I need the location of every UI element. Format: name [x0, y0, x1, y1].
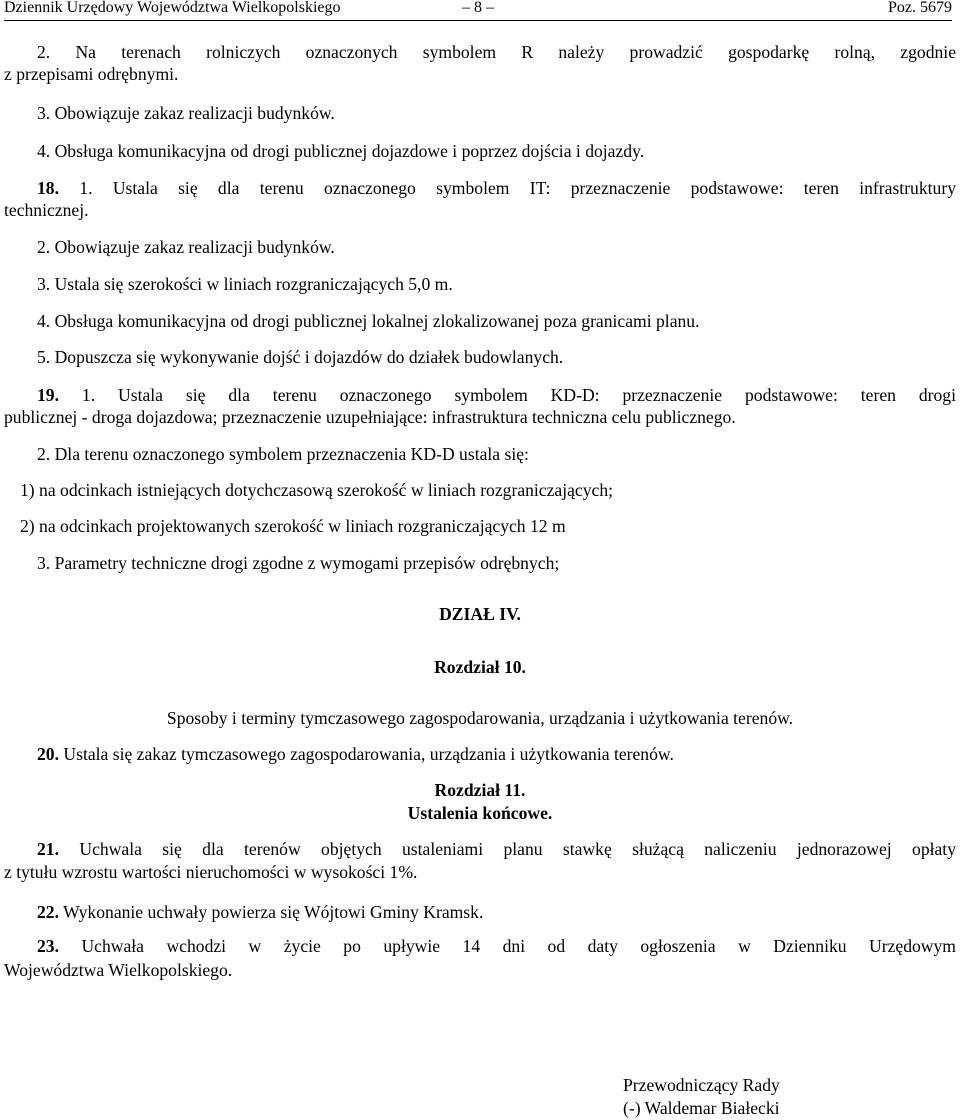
- section-19-line2: publicznej - droga dojazdowa; przeznaczenie uzupełniające: infrastruktura techniczna celu publicznego.: [4, 407, 736, 427]
- chapter-11-subtitle: Ustalenia końcowe.: [407, 803, 553, 823]
- section-18-line1: 18. 1. Ustala się dla terenu oznaczonego symbolem IT: przeznaczenie podstawowe: teren infrastruktury: [37, 178, 956, 198]
- page-header: [4, 0, 952, 21]
- page-number: – 8 –: [462, 0, 494, 16]
- section-18-line2: technicznej.: [4, 200, 89, 220]
- section-19-line1: 19. 1. Ustala się dla terenu oznaczonego symbolem KD-D: przeznaczenie podstawowe: teren drogi: [37, 385, 956, 405]
- signature-role: Przewodniczący Rady: [623, 1075, 780, 1095]
- section-19-number: 19.: [37, 385, 59, 405]
- section-22-number: 22.: [37, 902, 59, 922]
- section-19-item2: 2) na odcinkach projektowanych szerokość w liniach rozgraniczających 12 m: [20, 516, 566, 536]
- signature-name: (-) Waldemar Białecki: [623, 1098, 780, 1118]
- section-18-p3: 3. Ustala się szerokości w liniach rozgraniczających 5,0 m.: [37, 274, 453, 294]
- section-19-p2: 2. Dla terenu oznaczonego symbolem przeznaczenia KD-D ustala się:: [37, 444, 529, 464]
- section-19-p3: 3. Parametry techniczne drogi zgodne z wymogami przepisów odrębnych;: [37, 553, 560, 573]
- section-21-number: 21.: [37, 839, 59, 859]
- paragraph-17-3: 3. Obowiązuje zakaz realizacji budynków.: [37, 103, 335, 123]
- paragraph-17-2-line2: z przepisami odrębnymi.: [4, 64, 179, 84]
- section-23-number: 23.: [37, 936, 59, 956]
- section-22: 22. Wykonanie uchwały powierza się Wójtowi Gminy Kramsk.: [37, 902, 484, 922]
- paragraph-17-4: 4. Obsługa komunikacyjna od drogi publicznej dojazdowe i poprzez dojścia i dojazdy.: [37, 141, 645, 161]
- section-19-item1: 1) na odcinkach istniejących dotychczasową szerokość w liniach rozgraniczających;: [20, 480, 614, 500]
- section-18-p5: 5. Dopuszcza się wykonywanie dojść i dojazdów do działek budowlanych.: [37, 347, 564, 367]
- section-18-p4: 4. Obsługa komunikacyjna od drogi publicznej lokalnej zlokalizowanej poza granicami planu.: [37, 311, 700, 331]
- chapter-11-title: Rozdział 11.: [434, 780, 526, 800]
- section-20-number: 20.: [37, 744, 59, 764]
- section-18-p2: 2. Obowiązuje zakaz realizacji budynków.: [37, 237, 335, 257]
- journal-title: Dziennik Urzędowy Województwa Wielkopolskiego: [4, 0, 341, 16]
- paragraph-17-2-line1: 2. Na terenach rolniczych oznaczonych symbolem R należy prowadzić gospodarkę rolną, zgodnie: [37, 42, 956, 62]
- section-18-number: 18.: [37, 178, 59, 198]
- section-20: 20. Ustala się zakaz tymczasowego zagospodarowania, urządzania i użytkowania terenów.: [37, 744, 674, 764]
- chapter-10-title: Rozdział 10.: [434, 657, 526, 677]
- section-23-line1: 23. Uchwała wchodzi w życie po upływie 14 dni od daty ogłoszenia w Dzienniku Urzędowym: [37, 936, 956, 956]
- position-number: Poz. 5679: [888, 0, 952, 16]
- section-21-line1: 21. Uchwala się dla terenów objętych ustaleniami planu stawkę służącą naliczeniu jednorazowej opłaty: [37, 839, 956, 859]
- division-heading: DZIAŁ IV.: [439, 604, 521, 624]
- section-21-line2: z tytułu wzrostu wartości nieruchomości w wysokości 1%.: [4, 862, 418, 882]
- section-23-line2: Województwa Wielkopolskiego.: [4, 960, 233, 980]
- chapter-10-subtitle: Sposoby i terminy tymczasowego zagospodarowania, urządzania i użytkowania terenów.: [166, 708, 794, 728]
